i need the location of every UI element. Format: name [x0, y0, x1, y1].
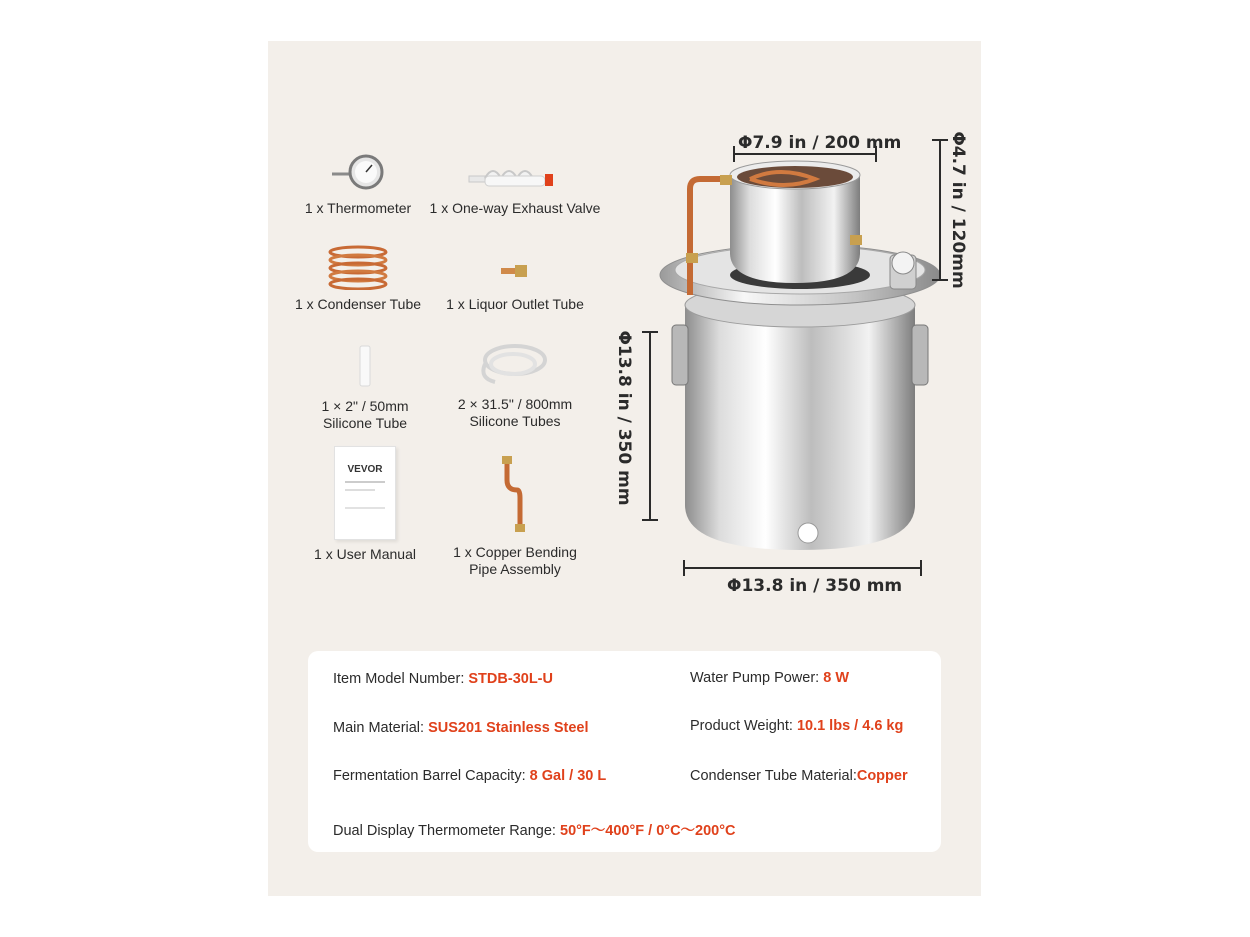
accessory-label: 2 × 31.5" / 800mm — [457, 396, 573, 412]
accessory-label: Silicone Tubes — [469, 413, 561, 429]
spec-model — [333, 671, 553, 687]
spec-value: SUS201 Stainless Steel — [428, 720, 589, 736]
spec-label: Main Material: — [333, 720, 429, 736]
dimension-barrel-width: Φ13.8 in / 350 mm — [727, 576, 903, 596]
spec-label: Dual Display Thermometer Range: — [333, 823, 560, 839]
distiller-illustration — [640, 135, 970, 585]
accessory-exhaust-valve — [420, 152, 610, 217]
spec-weight — [690, 718, 903, 734]
manual-brand: VEVOR — [347, 464, 383, 475]
spec-value: 8 W — [823, 670, 850, 686]
silicone-tubes-coil-icon — [475, 334, 555, 390]
accessory-label: 1 × 2" / 50mm — [321, 398, 409, 414]
spec-label: Fermentation Barrel Capacity: — [333, 768, 530, 784]
accessory-label: 1 x Condenser Tube — [294, 296, 422, 312]
liquor-outlet-icon — [495, 252, 535, 290]
accessory-label: 1 x Thermometer — [304, 200, 412, 216]
accessory-copper-pipe — [420, 452, 610, 578]
spec-label: Product Weight: — [690, 718, 797, 734]
spec-material — [333, 720, 589, 736]
copper-pipe-icon — [490, 452, 540, 538]
spec-value: 10.1 lbs / 4.6 kg — [796, 718, 904, 734]
accessory-label: 1 x One-way Exhaust Valve — [429, 200, 601, 216]
spec-value: Copper — [856, 768, 908, 784]
spec-value: 50°F～400°F / 0°C～200°C — [560, 823, 736, 839]
accessory-silicone-tubes — [420, 334, 610, 430]
accessory-label: Silicone Tube — [322, 415, 408, 431]
spec-label: Item Model Number: — [333, 671, 469, 687]
spec-label: Water Pump Power: — [690, 670, 824, 686]
spec-condenser-material — [690, 768, 908, 784]
accessory-liquor-outlet — [420, 252, 610, 313]
spec-pump-power — [690, 670, 849, 686]
spec-capacity — [333, 768, 606, 784]
user-manual-icon — [334, 446, 396, 540]
accessory-label: 1 x Liquor Outlet Tube — [446, 296, 584, 312]
accessory-label: Pipe Assembly — [469, 561, 561, 577]
exhaust-valve-icon — [465, 152, 565, 194]
spec-label: Condenser Tube Material: — [690, 768, 857, 784]
dimension-top-width: Φ7.9 in / 200 mm — [738, 133, 902, 153]
spec-value: 8 Gal / 30 L — [529, 768, 607, 784]
condenser-coil-icon — [323, 244, 393, 290]
spec-value: STDB-30L-U — [468, 671, 553, 687]
spec-thermometer-range — [333, 819, 736, 840]
dimension-barrel-height: Φ13.8 in / 350 mm — [614, 330, 634, 506]
accessory-label: 1 x User Manual — [314, 546, 416, 562]
silicone-tube-icon — [350, 342, 380, 392]
accessory-label: 1 x Copper Bending — [453, 544, 577, 560]
thermometer-icon — [328, 152, 388, 194]
dimension-top-height: Φ4.7 in / 120mm — [948, 131, 968, 289]
